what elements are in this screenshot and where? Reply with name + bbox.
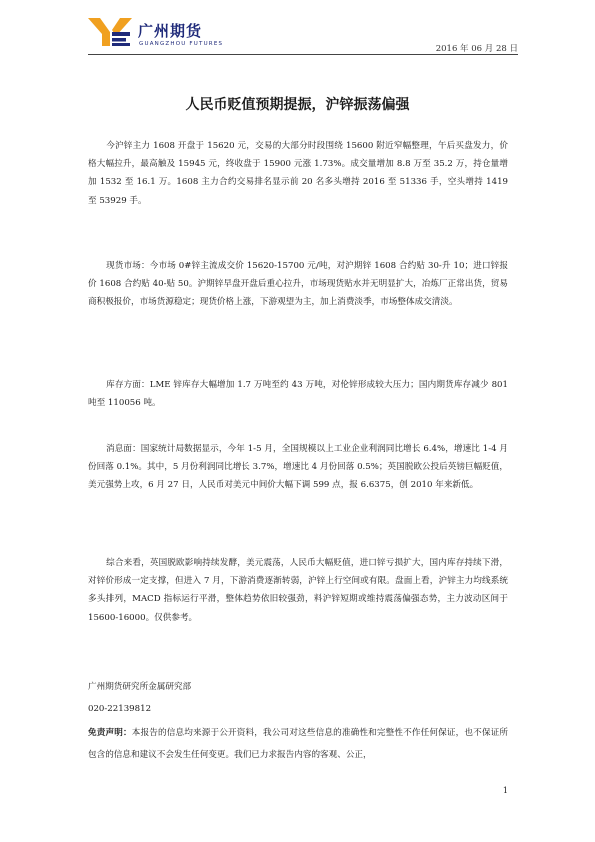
disclaimer [88, 722, 508, 766]
paragraph-inventory: 库存方面：LME 锌库存大幅增加 1.7 万吨至约 43 万吨，对伦锌形成较大压力；国内期货库存减少 801 吨至 110056 吨。 [88, 380, 508, 409]
paragraph-news: 消息面：国家统计局数据显示，今年 1-5 月，全国规模以上工业企业利润同比增长 6.4%，增速比 1-4 月份回落 0.1%。其中，5 月份利润同比增长 3.7%，增速比 4 月份回落 0.5%；英国脱欧公投后英镑巨幅贬值，美元强势上攻，6 月 27 日，人民币对美元中间价大幅下调 599 点，报 6.6375，创 2010 年来新低。 [88, 444, 508, 491]
header-divider [88, 54, 518, 55]
company-name-en: GUANGZHOU FUTURES [139, 41, 224, 47]
contact-phone: 020-22139812 [88, 704, 152, 714]
report-title: 人民币贬值预期提振，沪锌振荡偏强 [185, 97, 410, 113]
company-name-cn: 广州期货 [138, 22, 203, 40]
research-department: 广州期货研究所金属研究部 [88, 682, 192, 692]
report-date: 2016 年 06 月 28 日 [435, 44, 518, 54]
paragraph-spot-market: 现货市场：今市场 0#锌主流成交价 15620-15700 元/吨，对沪期锌 1608 合约贴 30-升 10；进口锌报价 1608 合约贴 40-贴 50。沪期锌早盘开盘后重心拉升，市场现货贴水并无明显扩大，冶炼厂正常出货，贸易商积极报价，市场货源稳定；现货价格上涨，下游观望为主，加上消费淡季，市场整体成交清淡。 [88, 261, 508, 308]
paragraph-market-summary: 今沪锌主力 1608 开盘于 15620 元，交易的大部分时段围绕 15600 附近窄幅整理，午后买盘发力，价格大幅拉升，最高触及 15945 元，终收盘于 15900 元涨 1.73%。成交量增加 8.8 万至 35.2 万，持仓量增加 1532 至 16.1 万。1608 主力合约交易排名显示前 20 名多头增持 2016 至 51336 手，空头增持 1419 至 53929 手。 [88, 141, 508, 206]
page-number: 1 [502, 786, 508, 795]
disclaimer-text: 本报告的信息均来源于公开资料，我公司对这些信息的准确性和完整性不作任何保证，也不保证所包含的信息和建议不会发生任何变更。我们已力求报告内容的客观、公正， [88, 728, 508, 760]
paragraph-conclusion: 综合来看，英国脱欧影响持续发酵，美元震荡，人民币大幅贬值，进口锌亏损扩大，国内库存持续下滑，对锌价形成一定支撑，但进入 7 月，下游消费逐渐转弱，沪锌上行空间或有限。盘面上看，沪锌主力均线系统多头排列，MACD 指标运行平滑，整体趋势依旧较强劲，料沪锌短期或维持震荡偏强态势，主力波动区间于 15600-16000。仅供参考。 [88, 558, 508, 623]
disclaimer-label: 免责声明： [88, 728, 132, 738]
guangzhou-futures-logo [88, 14, 132, 48]
page-header [88, 14, 518, 54]
